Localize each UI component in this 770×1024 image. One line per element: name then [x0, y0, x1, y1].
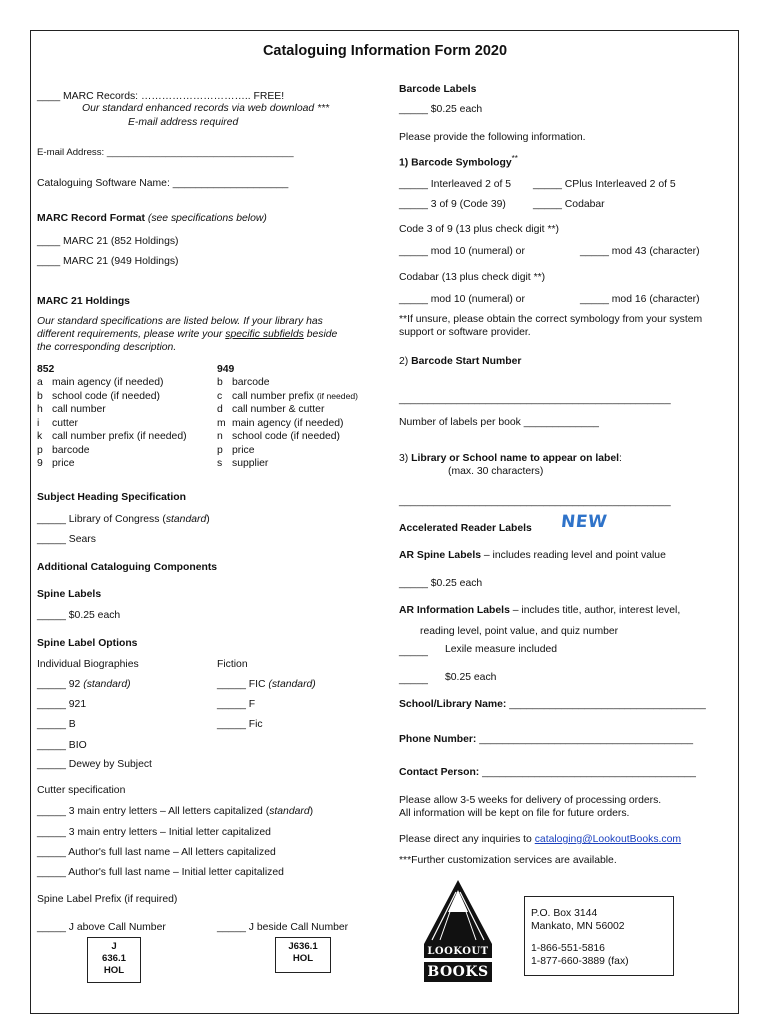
fiction-heading: Fiction	[217, 659, 248, 670]
cutter-option-2[interactable]: _____ 3 main entry letters – Initial letter capitalized	[37, 827, 271, 838]
sears-option[interactable]: _____ Sears	[37, 534, 96, 545]
holdings-row	[37, 430, 187, 443]
holdings-row	[217, 430, 340, 443]
cutter-option-3[interactable]: _____ Author's full last name – All letters capitalized	[37, 847, 276, 858]
ar-price-checkbox-line[interactable]: _____	[399, 674, 428, 685]
subfield-code: n	[217, 431, 223, 442]
col949-heading: 949	[217, 364, 235, 375]
subfield-desc: call number	[52, 404, 106, 415]
subfield-code: b	[217, 377, 223, 388]
holdings-row	[217, 376, 270, 389]
barcode-heading: Barcode Labels	[399, 84, 477, 95]
symbology-heading: 1) Barcode Symbology**	[399, 154, 518, 169]
cutter-heading: Cutter specification	[37, 785, 126, 796]
bio-dewey-option[interactable]: _____ Dewey by Subject	[37, 759, 152, 770]
holdings-row	[37, 417, 78, 430]
subfield-desc: school code (if needed)	[52, 390, 161, 402]
lexile-label: Lexile measure included	[445, 644, 558, 655]
subfield-desc: supplier	[232, 458, 269, 469]
col852-heading: 852	[37, 364, 55, 375]
subfield-code: 9	[37, 458, 43, 469]
subfield-desc: main agency (if needed)	[232, 417, 344, 429]
subfield-code: b	[37, 390, 43, 402]
holdings-row	[217, 417, 343, 430]
spine-labels-heading: Spine Labels	[37, 589, 102, 600]
subfield-desc: school code (if needed)	[232, 431, 341, 442]
subfield-desc: barcode	[52, 444, 90, 456]
cutter-option-4[interactable]: _____ Author's full last name – Initial letter capitalized	[37, 867, 284, 878]
spine-sample-line: J636.1	[288, 941, 318, 952]
label-name-heading: 3) Library or School name to appear on label:	[399, 453, 622, 464]
spine-sample-line: HOL	[103, 965, 125, 976]
spine-sample-line: HOL	[292, 953, 314, 964]
ar-spine-heading: AR Spine Labels – includes reading level and point value	[399, 550, 666, 561]
mod43-option[interactable]: _____ mod 43 (character)	[580, 246, 700, 257]
start-number-field[interactable]: _______________________________________________	[399, 394, 671, 405]
contact-field[interactable]: Contact Person: _____________________________________	[399, 767, 696, 778]
subfield-code: s	[217, 458, 223, 469]
address-line: P.O. Box 3144	[531, 908, 598, 919]
prefix-above-option[interactable]: _____ J above Call Number	[37, 922, 166, 933]
software-name-field[interactable]: Cataloguing Software Name: ____________________	[37, 178, 289, 189]
interleaved-option[interactable]: _____ Interleaved 2 of 5	[399, 179, 512, 190]
bio-92-option[interactable]: _____ 92 (standard)	[37, 679, 131, 690]
marc-note-email: E-mail address required	[128, 117, 239, 128]
spine-sample-line: J	[111, 941, 117, 952]
unsure-note: **If unsure, please obtain the correct symbology from your system	[399, 314, 703, 325]
holdings-row	[217, 390, 358, 403]
fic-option[interactable]: _____ FIC (standard)	[217, 679, 316, 690]
subfield-code: i	[37, 417, 40, 429]
label-name-field[interactable]: _______________________________________________	[399, 496, 671, 507]
mod10-option[interactable]: _____ mod 10 (numeral) or	[399, 294, 525, 305]
email-field[interactable]: E-mail Address: ___________________________________	[37, 147, 294, 158]
marc-note: Our standard enhanced records via web download ***	[82, 103, 330, 114]
marc949-option[interactable]: ____ MARC 21 (949 Holdings)	[37, 256, 179, 267]
barcode-option[interactable]: _____ $0.25 each	[399, 104, 483, 115]
holdings-row	[37, 390, 160, 403]
holdings-row	[217, 444, 255, 457]
fic-fic-option[interactable]: _____ Fic	[217, 719, 263, 730]
code39-option[interactable]: _____ 3 of 9 (Code 39)	[399, 199, 506, 210]
holdings-row	[217, 457, 268, 470]
lookout-books-logo	[418, 878, 498, 984]
spine-sample-line: 636.1	[101, 953, 126, 964]
fic-f-option[interactable]: _____ F	[217, 699, 256, 710]
marc-records-line: ____ MARC Records: ………………………….. FREE!	[37, 91, 285, 102]
customization-note: ***Further customization services are available.	[399, 855, 617, 866]
codabar-check-text: Codabar (13 plus check digit **)	[399, 272, 546, 283]
prefix-beside-option[interactable]: _____ J beside Call Number	[217, 922, 349, 933]
phone-field[interactable]: Phone Number: _____________________________________	[399, 734, 694, 745]
spine-labels-option[interactable]: _____ $0.25 each	[37, 610, 121, 621]
lexile-checkbox-line[interactable]: _____	[399, 646, 428, 657]
additional-heading: Additional Cataloguing Components	[37, 562, 218, 573]
subfield-desc: price	[52, 458, 75, 469]
marc852-option[interactable]: ____ MARC 21 (852 Holdings)	[37, 236, 179, 247]
address-line: Mankato, MN 56002	[531, 921, 625, 932]
biographies-heading: Individual Biographies	[37, 659, 139, 670]
spine-sample-above	[87, 937, 141, 983]
holdings-row	[217, 403, 324, 416]
subfield-desc: call number prefix (if needed)	[52, 431, 187, 442]
bio-921-option[interactable]: _____ 921	[37, 699, 87, 710]
holdings-note: the corresponding description.	[37, 342, 177, 353]
delivery-note: Please allow 3-5 weeks for delivery of processing orders.	[399, 795, 662, 806]
spine-sample-beside	[275, 937, 331, 973]
codabar-option[interactable]: _____ Codabar	[533, 199, 605, 210]
code39-check-text: Code 3 of 9 (13 plus check digit **)	[399, 224, 559, 235]
prefix-heading: Spine Label Prefix (if required)	[37, 894, 178, 905]
holdings-heading: MARC 21 Holdings	[37, 296, 130, 307]
holdings-row	[37, 403, 106, 416]
subfield-desc: price	[232, 444, 255, 456]
start-number-heading: 2) Barcode Start Number	[399, 356, 522, 367]
subfield-desc: cutter	[52, 417, 78, 429]
fax-line: 1-877-660-3889 (fax)	[531, 956, 629, 967]
subfield-code: m	[217, 417, 226, 429]
labels-per-book-field[interactable]: Number of labels per book _____________	[399, 417, 599, 428]
holdings-row	[37, 457, 75, 470]
new-badge: NEW	[559, 512, 609, 532]
mod16-option[interactable]: _____ mod 16 (character)	[580, 294, 700, 305]
logo-text: LOOKOUT	[427, 946, 489, 957]
subfield-desc: barcode	[232, 377, 270, 388]
phone-line: 1-866-551-5816	[531, 943, 605, 954]
holdings-row	[37, 444, 90, 457]
subfield-desc: call number & cutter	[232, 404, 325, 415]
holdings-row	[37, 376, 163, 389]
holdings-note: different requirements, please write your specific subfields beside	[37, 329, 338, 340]
subfield-code: k	[37, 431, 43, 442]
page-title: Cataloguing Information Form 2020	[262, 43, 508, 59]
email-link[interactable]: cataloging@LookoutBooks.com	[534, 834, 682, 845]
holdings-note: Our standard specifications are listed below. If your library has	[37, 316, 323, 327]
bio-bio-option[interactable]: _____ BIO	[37, 740, 87, 751]
loc-option[interactable]: _____ Library of Congress (standard)	[37, 514, 210, 525]
unsure-note: support or software provider.	[399, 327, 531, 338]
cutter-option-1[interactable]: _____ 3 main entry letters – All letters capitalized (standard)	[37, 806, 314, 817]
provide-text: Please provide the following information.	[399, 132, 586, 143]
spine-options-heading: Spine Label Options	[37, 638, 138, 649]
marc-format-heading: MARC Record Format (see specifications below)	[37, 213, 267, 224]
subfield-note: (if needed)	[316, 390, 358, 401]
subfield-desc: call number prefix	[232, 390, 317, 402]
subfield-code: p	[37, 444, 43, 456]
subfield-desc: main agency (if needed)	[52, 377, 164, 388]
delivery-note: All information will be kept on file for future orders.	[399, 808, 630, 819]
subfield-code: p	[217, 444, 223, 456]
subfield-code: c	[217, 390, 223, 402]
ar-info-heading: AR Information Labels – includes title, author, interest level,	[399, 605, 681, 616]
logo-text: BOOKS	[427, 964, 489, 980]
ar-price-label: $0.25 each	[445, 672, 497, 683]
label-name-max: (max. 30 characters)	[448, 466, 544, 477]
school-name-field[interactable]: School/Library Name: __________________________________	[399, 699, 706, 710]
subject-heading: Subject Heading Specification	[37, 492, 186, 503]
subfield-code: h	[37, 404, 43, 415]
ar-spine-option[interactable]: _____ $0.25 each	[399, 578, 483, 589]
cplus-option[interactable]: _____ CPlus Interleaved 2 of 5	[533, 179, 676, 190]
subfield-code: a	[37, 377, 43, 388]
ar-heading: Accelerated Reader Labels	[399, 523, 532, 534]
mod10-option[interactable]: _____ mod 10 (numeral) or	[399, 246, 525, 257]
bio-b-option[interactable]: _____ B	[37, 719, 76, 730]
ar-info-text: reading level, point value, and quiz number	[420, 626, 619, 637]
subfield-code: d	[217, 404, 223, 415]
inquiries-text: Please direct any inquiries to cataloging@LookoutBooks.com	[399, 834, 682, 845]
